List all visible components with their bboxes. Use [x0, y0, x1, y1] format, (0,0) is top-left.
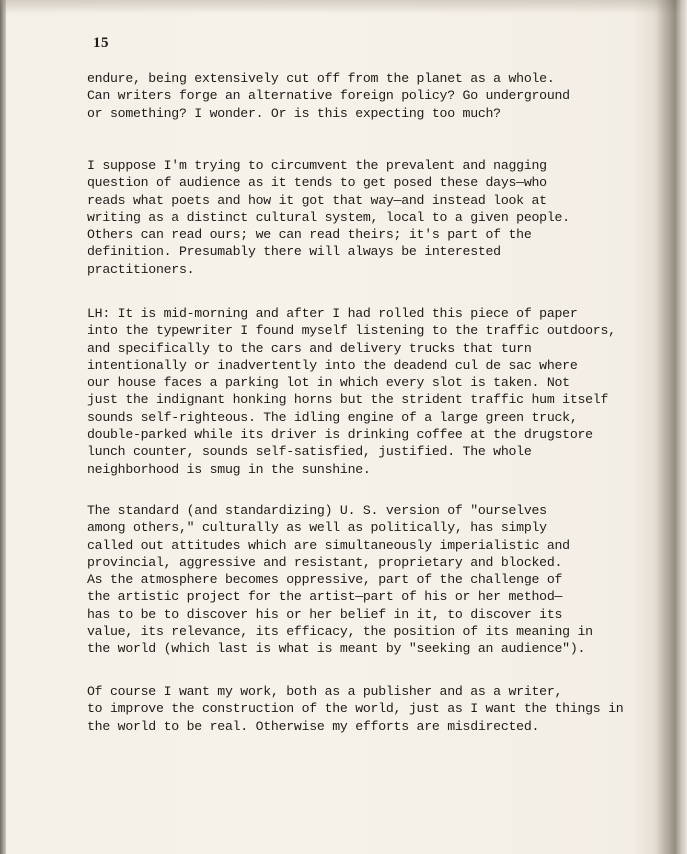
text-line: neighborhood is smug in the sunshine. — [87, 461, 371, 477]
text-line: into the typewriter I found myself listening to the traffic outdoors, — [87, 323, 616, 339]
text-line: provincial, aggressive and resistant, proprietary and blocked. — [87, 554, 563, 570]
text-line: has to be to discover his or her belief in it, to discover its — [87, 606, 563, 622]
page-left-edge — [0, 0, 6, 854]
text-line: question of audience as it tends to get posed these days—who — [87, 175, 547, 191]
text-line: endure, being extensively cut off from the planet as a whole. — [87, 71, 555, 86]
text-line: the world (which last is what is meant by "seeking an audience"). — [87, 641, 586, 657]
text-line: just the indignant honking horns but the strident traffic hum itself — [87, 392, 609, 408]
text-line: the world to be real. Otherwise my efforts are misdirected. — [87, 718, 540, 734]
text-line: I suppose I'm trying to circumvent the prevalent and nagging — [87, 158, 547, 173]
paragraph-4 — [87, 502, 593, 658]
text-line: our house faces a parking lot in which every slot is taken. Not — [87, 375, 570, 391]
text-line: definition. Presumably there will always be interested — [87, 244, 501, 260]
page-number: 15 — [93, 35, 109, 51]
text-line: reads what poets and how it got that way—and instead look at — [87, 192, 547, 208]
text-line: LH: It is mid-morning and after I had rolled this piece of paper — [87, 306, 578, 321]
text-line: As the atmosphere becomes oppressive, part of the challenge of — [87, 572, 563, 588]
paragraph-5 — [87, 683, 623, 735]
paragraph-1 — [87, 70, 570, 122]
paragraph-3 — [87, 305, 616, 478]
text-line: sounds self-righteous. The idling engine of a large green truck, — [87, 409, 578, 425]
text-line: writing as a distinct cultural system, local to a given people. — [87, 209, 570, 225]
text-line: Can writers forge an alternative foreign policy? Go underground — [87, 88, 570, 104]
text-line: practitioners. — [87, 261, 195, 277]
text-line: Of course I want my work, both as a publisher and as a writer, — [87, 684, 563, 699]
text-line: to improve the construction of the world, just as I want the things in — [87, 701, 624, 717]
page-top-shadow — [0, 0, 687, 14]
text-line: the artistic project for the artist—part of his or her method— — [87, 589, 563, 605]
text-line: or something? I wonder. Or is this expecting too much? — [87, 105, 501, 121]
text-line: value, its relevance, its efficacy, the position of its meaning in — [87, 624, 593, 640]
text-line: lunch counter, sounds self-satisfied, justified. The whole — [87, 444, 532, 460]
text-line: called out attitudes which are simultaneously imperialistic and — [87, 537, 570, 553]
text-line: and specifically to the cars and delivery trucks that turn — [87, 340, 532, 356]
text-line: Others can read ours; we can read theirs; it's part of the — [87, 227, 532, 243]
paragraph-2 — [87, 157, 570, 278]
text-line: double-parked while its driver is drinking coffee at the drugstore — [87, 427, 593, 443]
text-line: intentionally or inadvertently into the deadend cul de sac where — [87, 357, 578, 373]
text-line: among others," culturally as well as politically, has simply — [87, 520, 547, 536]
text-line: The standard (and standardizing) U. S. version of "ourselves — [87, 503, 547, 518]
book-gutter — [657, 0, 687, 854]
